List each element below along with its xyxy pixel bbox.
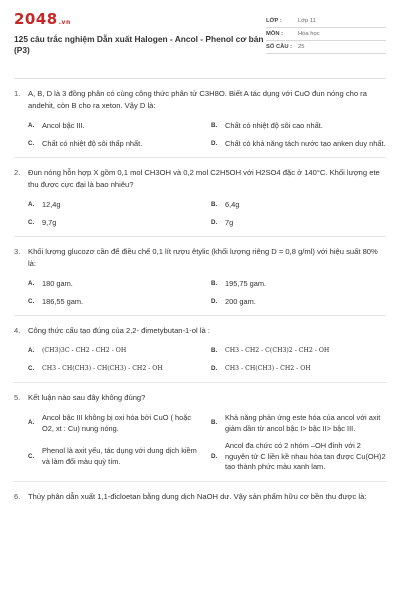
option-text: 200 gam. [225,296,256,306]
options-grid [14,346,386,374]
option-letter: A. [28,280,35,287]
option-b[interactable] [211,121,386,132]
option-formula: CH3 - CH(CH3) - CH2 - OH [225,364,311,372]
option-a[interactable] [28,413,203,434]
options-grid [14,200,386,228]
question-2 [14,158,386,237]
option-letter: C. [28,139,35,147]
option-c[interactable] [28,364,203,375]
option-text: 9,7g [42,217,57,227]
option-b[interactable] [211,200,386,211]
question-5 [14,383,386,482]
question-number: 1. [14,89,21,98]
info-value: Lớp 11 [298,18,316,24]
options-grid [14,413,386,473]
option-letter: D. [211,139,218,147]
option-text: Chất có nhiệt độ sôi thấp nhất. [42,138,143,148]
logo-suffix: .vn [58,19,71,26]
option-formula: (CH3)3C - CH2 - CH2 - OH [42,347,127,354]
option-letter: D. [211,218,218,226]
option-text: Ancol đa chức có 2 nhóm –OH đính với 2 nguyên tử C liền kề nhau hòa tan được Cu(OH)2 tạo thành phức màu xanh lam. [225,441,386,471]
options-grid [14,279,386,307]
option-letter: B. [211,122,218,129]
question-text [14,88,386,112]
question-number: 6. [14,491,21,501]
option-text: Ancol bậc III. [42,121,85,130]
option-letter: C. [28,297,35,305]
option-d[interactable] [211,364,386,375]
question-4 [14,316,386,383]
question-body: Đun nóng hỗn hợp X gồm 0,1 mol CH3OH và 0,2 mol C2H5OH với H2SO4 đặc ở 140°C. Khối lượng ete thu được cực đại là bao nhiêu? [28,168,380,189]
info-key: SỐ CÂU : [266,44,293,50]
option-c[interactable] [28,139,203,150]
option-a[interactable] [28,346,203,357]
site-logo[interactable] [14,10,264,32]
option-letter: D. [211,297,218,305]
option-text: Phenol là axit yếu, tác dụng với dung dịch kiềm và làm đổi màu quỳ tím. [42,446,197,466]
option-text: Chất có nhiệt độ sôi cao nhất. [225,121,323,130]
option-d[interactable] [211,297,386,308]
option-b[interactable] [211,413,386,434]
info-row-count [266,41,386,54]
option-text: 186,55 gam. [42,296,84,306]
info-box [266,15,386,54]
option-a[interactable] [28,279,203,290]
info-key: MÔN : [266,31,284,37]
option-text: Khả năng phản ứng este hóa của ancol với axit giảm dần từ ancol bậc I> bậc II> bậc III. [225,413,381,433]
info-row-class [266,15,386,28]
option-letter: C. [28,218,35,226]
option-d[interactable] [211,441,386,473]
option-letter: B. [211,419,218,427]
option-c[interactable] [28,441,203,473]
option-a[interactable] [28,200,203,211]
question-1 [14,79,386,158]
question-6 [14,482,386,511]
option-text: 7g [225,217,234,227]
option-b[interactable] [211,346,386,357]
question-body: A, B, D là 3 đồng phân có cùng công thức phân tử C3H8O. Biết A tác dụng với CuO đun nóng cho ra andehit, còn B cho ra xeton. Vậy D là: [28,89,367,110]
option-text: Ancol bậc III không bị oxi hóa bởi CuO ( hoặc O2, xt : Cu) nung nóng. [42,413,192,433]
option-text: 180 gam. [42,279,73,288]
header-left [14,10,264,56]
question-body: Công thức cấu tạo đúng của 2,2- đimetybutan-1-ol là : [28,326,210,335]
option-d[interactable] [211,218,386,229]
option-text: Chất có khả năng tách nước tạo anken duy nhất. [225,138,386,148]
option-text: 6,4g [225,200,240,209]
options-grid [14,121,386,149]
option-c[interactable] [28,218,203,229]
option-letter: B. [211,347,218,354]
question-number: 5. [14,393,21,402]
option-letter: D. [211,452,218,460]
info-value: Hóa học [298,31,320,37]
option-text: 195,75 gam. [225,279,267,288]
document-title: 125 câu trắc nghiệm Dẫn xuất Halogen - Ancol - Phenol cơ bản (P3) [14,34,264,55]
option-text: 12,4g [42,200,61,209]
option-letter: D. [211,364,218,372]
info-key: LỚP : [266,18,282,24]
question-number: 2. [14,168,21,177]
option-a[interactable] [28,121,203,132]
question-number: 4. [14,326,21,335]
option-letter: A. [28,122,35,129]
question-3 [14,237,386,316]
option-formula: CH3 - CH(CH3) - CH(CH3) - CH2 - OH [42,364,163,372]
option-letter: B. [211,280,218,287]
option-letter: A. [28,347,35,354]
question-number: 3. [14,247,21,256]
option-letter: C. [28,364,35,372]
option-letter: B. [211,201,218,208]
info-row-subject [266,28,386,41]
option-letter: C. [28,452,35,460]
question-text [14,392,386,404]
option-b[interactable] [211,279,386,290]
option-c[interactable] [28,297,203,308]
logo-text: 2048 [14,10,58,28]
option-letter: A. [28,201,35,208]
option-letter: A. [28,419,35,427]
question-body: Thủy phân dẫn xuất 1,1-đicloetan bằng dung dịch NaOH dư. Vậy sản phẩm hữu cơ bền thu được là: [28,491,367,501]
document-header [14,10,386,74]
question-text [14,491,386,503]
question-text [14,325,386,337]
question-text [14,246,386,270]
question-body: Kết luận nào sau đây không đúng? [28,393,146,402]
question-body: Khối lượng glucozơ cần để điều chế 0,1 lít rượu êtylic (khối lượng riêng D = 0,8 g/ml) với hiệu suất 80% là: [28,247,378,268]
option-d[interactable] [211,139,386,150]
option-formula: CH3 - CH2 - C(CH3)2 - CH2 - OH [225,347,330,354]
info-value: 25 [298,44,305,50]
question-text [14,167,386,191]
